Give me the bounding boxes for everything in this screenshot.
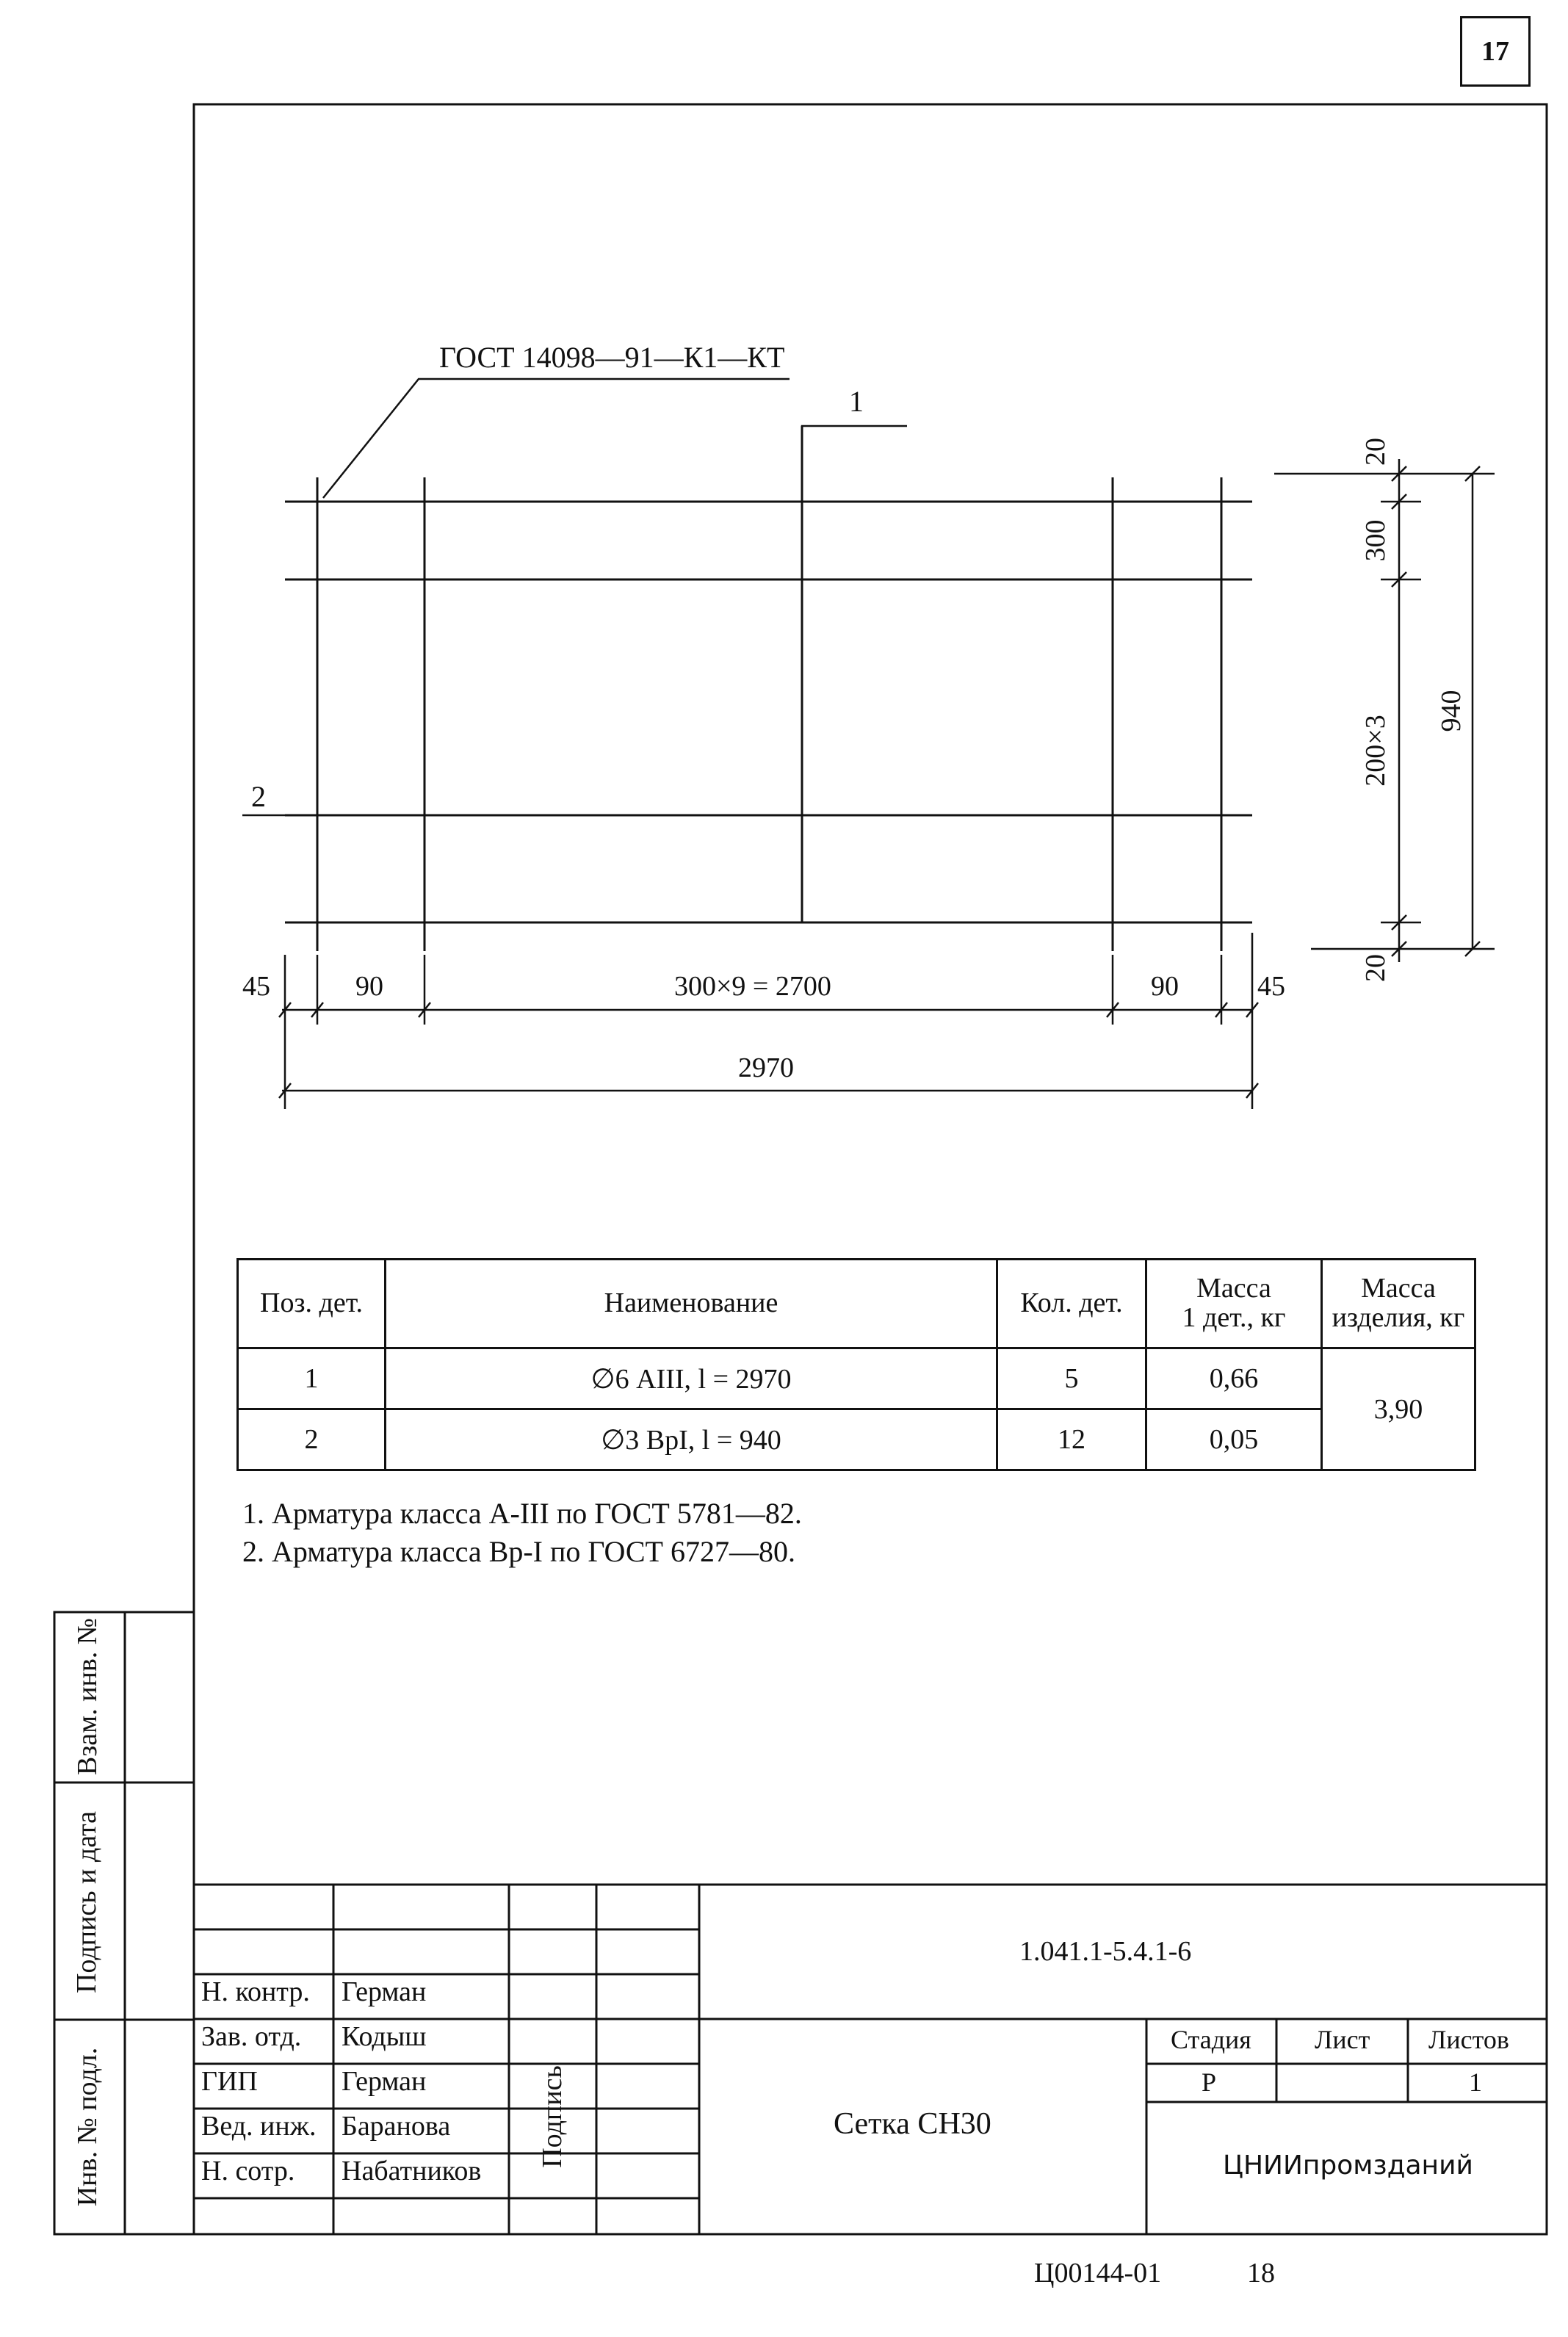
header-name: Наименование xyxy=(386,1260,997,1348)
stage-label: Стадия xyxy=(1171,2025,1251,2054)
total-mass: 3,90 xyxy=(1322,1348,1475,1470)
footer-number: 18 xyxy=(1247,2258,1275,2289)
header-mass-total-line2: изделия, кг xyxy=(1332,1302,1465,1333)
row-1-qty: 5 xyxy=(997,1348,1146,1409)
dim-300x9: 300×9 = 2700 xyxy=(674,971,831,1002)
page-number: 17 xyxy=(1460,16,1531,87)
name-zav-otd: Кодыш xyxy=(342,2021,427,2052)
bottom-dimension-ticks xyxy=(279,1003,1258,1098)
notes xyxy=(242,1495,802,1571)
row-2-name: ∅3 ВрI, l = 940 xyxy=(386,1409,997,1470)
note-1: 1. Арматура класса А-III по ГОСТ 5781—82. xyxy=(242,1497,802,1530)
dim-20-bottom: 20 xyxy=(1360,954,1391,982)
name-gip: Герман xyxy=(342,2066,427,2097)
sheet-frame xyxy=(194,104,1547,2234)
name-n-kontr: Герман xyxy=(342,1976,427,2007)
header-mass-unit xyxy=(1146,1260,1322,1348)
dim-300: 300 xyxy=(1360,519,1391,562)
stage-value: Р xyxy=(1202,2067,1217,2097)
role-zav-otd: Зав. отд. xyxy=(201,2021,302,2052)
row-1-name: ∅6 АIII, l = 2970 xyxy=(386,1348,997,1409)
role-ved-inzh: Вед. инж. xyxy=(201,2111,317,2142)
row-2-pos: 2 xyxy=(238,1409,386,1470)
role-n-kontr: Н. контр. xyxy=(201,1976,310,2007)
weld-callout-leader xyxy=(323,379,790,498)
dim-200x3: 200×3 xyxy=(1360,715,1391,787)
dim-20-top: 20 xyxy=(1360,438,1391,466)
role-n-sotr: Н. сотр. xyxy=(201,2156,295,2186)
note-2: 2. Арматура класса Вр-I по ГОСТ 6727—80. xyxy=(242,1535,795,1568)
dim-45-left: 45 xyxy=(242,971,270,1002)
table-row xyxy=(238,1348,1475,1409)
header-mass-total-line1: Масса xyxy=(1361,1273,1436,1304)
footer-code: Ц00144-01 xyxy=(1034,2258,1162,2289)
position-1-leader xyxy=(802,426,907,503)
position-1-label: 1 xyxy=(849,385,864,418)
side-stamp-inv-podl: Инв. № подл. xyxy=(72,2047,103,2207)
dim-overall-height: 940 xyxy=(1436,690,1467,732)
sheets-value: 1 xyxy=(1469,2067,1482,2097)
sheets-label: Листов xyxy=(1428,2025,1509,2054)
signature-column-label: Подпись xyxy=(537,2065,568,2168)
header-pos: Поз. дет. xyxy=(238,1260,386,1348)
longitudinal-bars xyxy=(285,502,1252,922)
designation-code: 1.041.1-5.4.1-6 xyxy=(1019,1936,1192,1967)
specification-table xyxy=(236,1258,1476,1471)
name-n-sotr: Набатников xyxy=(342,2156,482,2186)
table-header-row xyxy=(238,1260,1475,1348)
side-stamp-vzam: Взам. инв. № xyxy=(72,1617,103,1776)
header-mass-unit-line1: Масса xyxy=(1196,1273,1271,1304)
row-2-mass: 0,05 xyxy=(1146,1409,1322,1470)
header-mass-total xyxy=(1322,1260,1475,1348)
sheet-label: Лист xyxy=(1315,2025,1370,2054)
header-mass-unit-line2: 1 дет., кг xyxy=(1182,1302,1286,1333)
transverse-bars xyxy=(317,426,1221,951)
header-qty: Кол. дет. xyxy=(997,1260,1146,1348)
dim-90-right: 90 xyxy=(1151,971,1179,1002)
row-2-qty: 12 xyxy=(997,1409,1146,1470)
weld-callout-text: ГОСТ 14098—91—К1—КТ xyxy=(439,341,785,374)
side-stamp-podpis-data: Подпись и дата xyxy=(71,1810,102,1994)
dim-overall-width: 2970 xyxy=(738,1052,794,1083)
dim-45-right: 45 xyxy=(1257,971,1285,1002)
row-1-mass: 0,66 xyxy=(1146,1348,1322,1409)
position-2-label: 2 xyxy=(251,780,266,813)
name-ved-inzh: Баранова xyxy=(342,2111,451,2142)
table-row xyxy=(238,1409,1475,1470)
drawing-title: Сетка СН30 xyxy=(834,2107,991,2141)
row-1-pos: 1 xyxy=(238,1348,386,1409)
role-gip: ГИП xyxy=(201,2066,258,2097)
dim-90-left: 90 xyxy=(355,971,383,1002)
organization-name: ЦНИИпромзданий xyxy=(1223,2150,1473,2181)
